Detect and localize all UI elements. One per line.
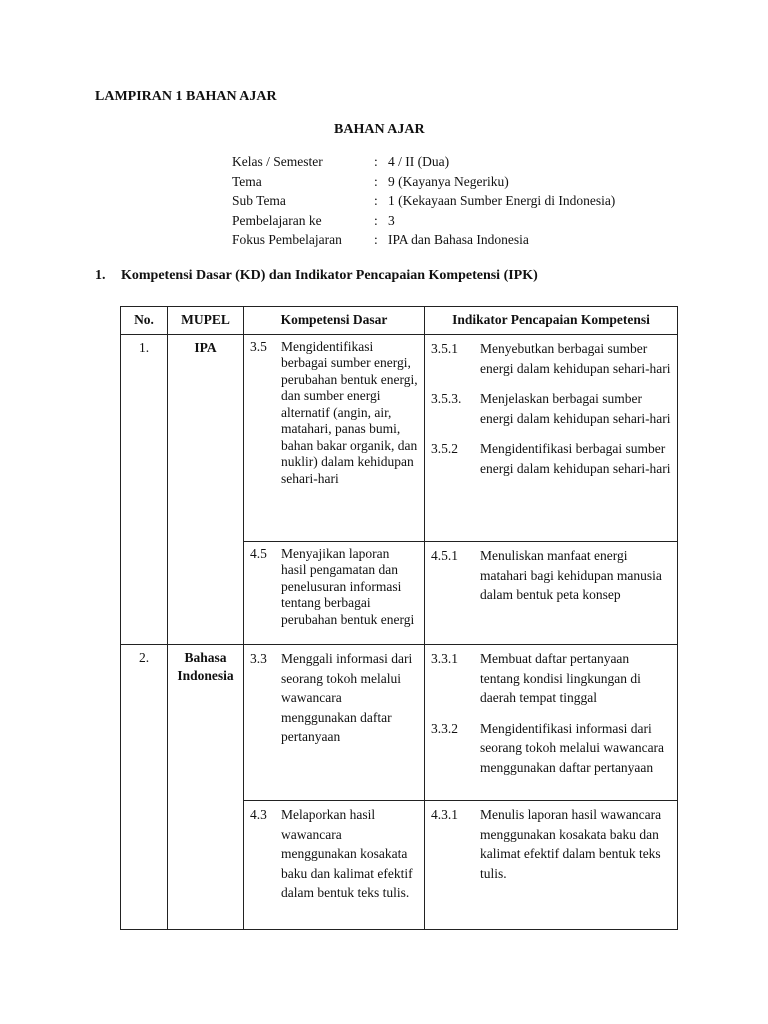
ipk-cell: [425, 542, 678, 645]
info-separator: :: [374, 212, 378, 228]
kd-cell: [244, 542, 425, 645]
row-number: 1.: [121, 335, 168, 645]
ipk-item: [431, 719, 671, 778]
ipk-text: Menjelaskan berbagai sumber energi dalam kehidupan sehari-hari: [480, 391, 671, 426]
document-title: LAMPIRAN 1 BAHAN AJAR: [95, 89, 277, 104]
info-value: 3: [388, 212, 395, 228]
kd-item: [250, 546, 418, 628]
ipk-text: Membuat daftar pertanyaan tentang kondisi lingkungan di daerah tempat tinggal: [480, 651, 641, 706]
ipk-text: Mengidentifikasi berbagai sumber energi dalam kehidupan sehari-hari: [480, 441, 671, 476]
info-label: Fokus Pembelajaran: [232, 232, 342, 247]
ipk-code: 3.5.1: [431, 341, 458, 356]
row-number: 2.: [121, 645, 168, 930]
ipk-code: 4.3.1: [431, 807, 458, 822]
info-row: [232, 192, 615, 212]
table-row: [121, 645, 678, 801]
ipk-item: [431, 339, 671, 378]
ipk-text: Menuliskan manfaat energi matahari bagi kehidupan manusia dalam bentuk peta konsep: [480, 548, 662, 603]
info-label: Sub Tema: [232, 193, 286, 208]
ipk-code: 3.5.3.: [431, 391, 462, 407]
ipk-item: [431, 649, 671, 708]
ipk-cell: [425, 645, 678, 801]
info-value: 9 (Kayanya Negeriku): [388, 173, 509, 189]
ipk-item: [431, 439, 671, 478]
ipk-cell: [425, 801, 678, 930]
ipk-item: [431, 805, 671, 883]
kd-text: Menyajikan laporan hasil pengamatan dan penelusuran informasi tentang berbagai perubahan bentuk energi: [281, 546, 415, 627]
kd-item: [250, 805, 418, 903]
kd-code: 3.5: [250, 339, 267, 354]
ipk-code: 3.5.2: [431, 441, 458, 457]
ipk-code: 3.3.1: [431, 651, 458, 666]
section-title: Kompetensi Dasar (KD) dan Indikator Pencapaian Kompetensi (IPK): [121, 268, 538, 283]
info-value: 4 / II (Dua): [388, 154, 450, 169]
info-value: IPA dan Bahasa Indonesia: [388, 232, 529, 247]
table-header-row: [121, 307, 678, 335]
header-kd: Kompetensi Dasar: [244, 307, 425, 335]
kd-text: Mengidentifikasi berbagai sumber energi, perubahan bentuk energi, dan sumber energi alternatif (angin, air, matahari, panas bumi, bahan bakar organik, dan nuklir) dalam kehidupan sehari-hari: [281, 339, 418, 486]
kd-text: Menggali informasi dari seorang tokoh melalui wawancara menggunakan daftar pertanyaan: [281, 651, 413, 745]
ipk-code: 3.3.2: [431, 720, 458, 736]
info-row: [232, 212, 615, 232]
row-mupel: Bahasa Indonesia: [168, 645, 244, 930]
info-row: [232, 153, 615, 173]
info-label: Tema: [232, 173, 262, 189]
kd-code: 4.5: [250, 546, 267, 561]
kd-code: 4.3: [250, 807, 267, 822]
header-mupel: MUPEL: [168, 307, 244, 335]
info-value: 1 (Kekayaan Sumber Energi di Indonesia): [388, 193, 616, 208]
kd-cell: [244, 801, 425, 930]
kd-item: [250, 339, 418, 487]
info-row: [232, 231, 615, 251]
ipk-text: Mengidentifikasi informasi dari seorang tokoh melalui wawancara menggunakan daftar pertanyaan: [480, 720, 665, 775]
ipk-item: [431, 389, 671, 428]
ipk-item: [431, 546, 671, 605]
header-ipk: Indikator Pencapaian Kompetensi: [425, 307, 678, 335]
ipk-text: Menyebutkan berbagai sumber energi dalam kehidupan sehari-hari: [480, 341, 671, 376]
section-number: 1.: [95, 268, 106, 283]
kd-cell: [244, 645, 425, 801]
kd-text: Melaporkan hasil wawancara menggunakan kosakata baku dan kalimat efektif dalam bentuk teks tulis.: [281, 807, 413, 901]
kd-item: [250, 649, 418, 747]
info-label: Pembelajaran ke: [232, 212, 322, 228]
info-separator: :: [374, 232, 378, 247]
competency-table: [120, 306, 678, 930]
header-no: No.: [121, 307, 168, 335]
info-label: Kelas / Semester: [232, 154, 323, 169]
kd-code: 3.3: [250, 651, 267, 666]
ipk-text: Menulis laporan hasil wawancara menggunakan kosakata baku dan kalimat efektif dalam bentuk teks tulis.: [480, 807, 662, 881]
table-row: [121, 335, 678, 542]
ipk-cell: [425, 335, 678, 542]
ipk-code: 4.5.1: [431, 548, 458, 563]
document-subtitle: BAHAN AJAR: [334, 122, 425, 137]
row-mupel: IPA: [168, 335, 244, 645]
kd-cell: [244, 335, 425, 542]
info-row: [232, 173, 615, 193]
info-separator: :: [374, 193, 378, 208]
info-separator: :: [374, 173, 378, 189]
section-heading: [95, 267, 538, 285]
identity-info: [232, 153, 615, 251]
info-separator: :: [374, 154, 378, 169]
